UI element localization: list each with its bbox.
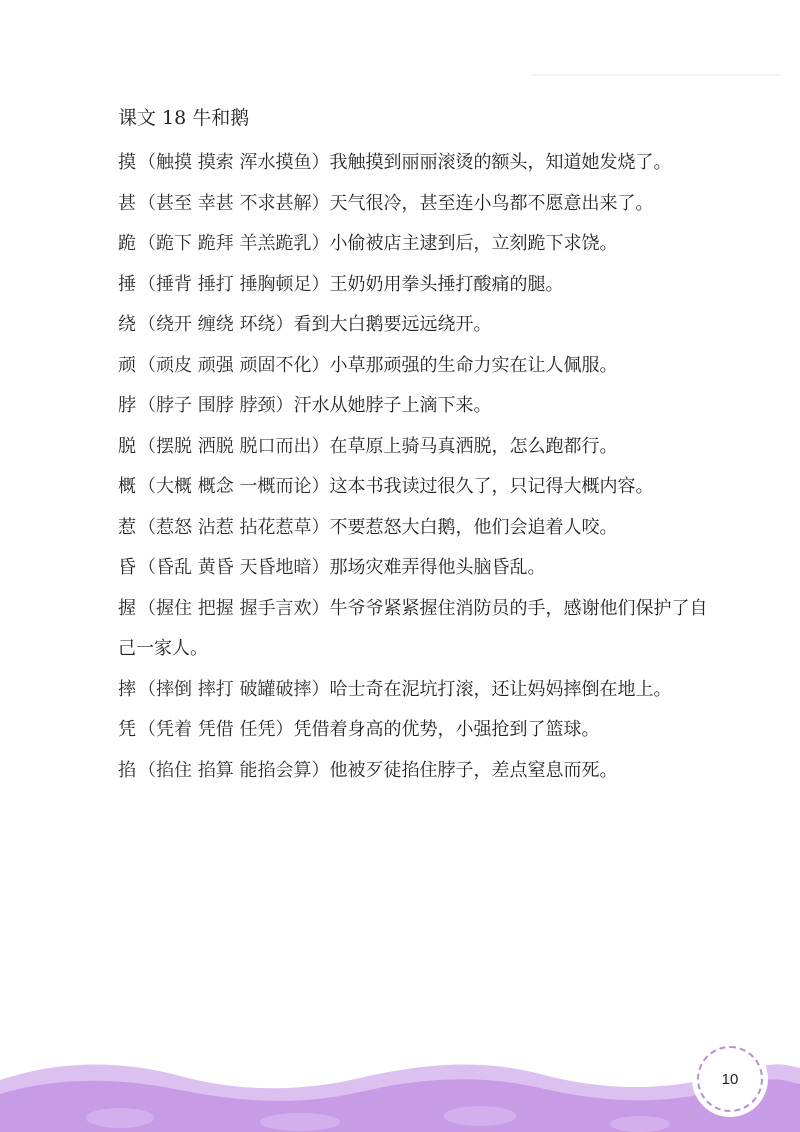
entry-char: 甚 bbox=[118, 192, 136, 214]
entry-sentence: 汗水从她脖子上滴下来。 bbox=[293, 395, 492, 416]
vocab-entry bbox=[118, 548, 718, 589]
entry-sentence: 看到大白鹅要远远绕开。 bbox=[293, 314, 492, 335]
entry-sentence: 在草原上骑马真洒脱，怎么跑都行。 bbox=[329, 435, 618, 457]
vocab-entry bbox=[118, 386, 718, 427]
vocab-entry bbox=[118, 346, 718, 387]
entry-words: （昏乱 黄昏 天昏地暗） bbox=[138, 557, 330, 578]
vocab-entry bbox=[118, 508, 718, 549]
vocab-entry bbox=[118, 589, 718, 670]
entry-words: （甚至 幸甚 不求甚解） bbox=[138, 192, 330, 214]
entry-words: （握住 把握 握手言欢） bbox=[138, 597, 330, 619]
vocab-entry bbox=[118, 710, 718, 751]
entry-char: 摸 bbox=[118, 152, 136, 173]
footer-wave-decoration bbox=[0, 1040, 800, 1132]
entry-char: 脱 bbox=[118, 435, 136, 457]
header-divider bbox=[530, 74, 780, 76]
entry-words: （摔倒 摔打 破罐破摔） bbox=[138, 678, 330, 700]
entry-char: 惹 bbox=[118, 516, 136, 538]
vocab-entry bbox=[118, 184, 718, 225]
vocab-entry bbox=[118, 143, 718, 184]
entry-char: 绕 bbox=[118, 314, 136, 335]
vocab-entry bbox=[118, 670, 718, 711]
entry-sentence: 不要惹怒大白鹅，他们会追着人咬。 bbox=[329, 516, 618, 538]
page-number-badge bbox=[697, 1046, 763, 1112]
entry-words: （脖子 围脖 脖颈） bbox=[138, 395, 294, 416]
entry-words: （跪下 跪拜 羊羔跪乳） bbox=[138, 233, 330, 254]
entry-words: （大概 概念 一概而论） bbox=[138, 476, 330, 497]
vocab-entry bbox=[118, 224, 718, 265]
vocab-entry bbox=[118, 427, 718, 468]
entry-sentence: 天气很冷，甚至连小鸟都不愿意出来了。 bbox=[329, 192, 654, 214]
entry-sentence: 牛爷爷紧紧握住消防员的手，感谢他们保护了自己一家人。 bbox=[118, 597, 708, 659]
entry-char: 脖 bbox=[118, 395, 136, 416]
vocab-entry bbox=[118, 467, 718, 508]
entry-sentence: 小偷被店主逮到后，立刻跪下求饶。 bbox=[329, 233, 618, 254]
entry-sentence: 凭借着身高的优势，小强抢到了篮球。 bbox=[293, 719, 600, 740]
entry-char: 昏 bbox=[118, 557, 136, 578]
vocab-entry bbox=[118, 305, 718, 346]
entry-words: （惹怒 沾惹 拈花惹草） bbox=[138, 516, 330, 538]
entry-words: （掐住 掐算 能掐会算） bbox=[138, 759, 330, 781]
entry-words: （绕开 缠绕 环绕） bbox=[138, 314, 294, 335]
vocab-list bbox=[118, 143, 718, 791]
entry-char: 捶 bbox=[118, 273, 136, 295]
page-number: 10 bbox=[721, 1070, 739, 1088]
entry-char: 摔 bbox=[118, 678, 136, 700]
vocab-entry bbox=[118, 751, 718, 792]
entry-char: 顽 bbox=[118, 354, 136, 376]
entry-char: 掐 bbox=[118, 759, 136, 781]
content-area bbox=[118, 101, 718, 791]
entry-sentence: 王奶奶用拳头捶打酸痛的腿。 bbox=[329, 273, 564, 295]
entry-sentence: 小草那顽强的生命力实在让人佩服。 bbox=[329, 354, 618, 376]
entry-words: （凭着 凭借 任凭） bbox=[138, 719, 294, 740]
entry-words: （捶背 捶打 捶胸顿足） bbox=[138, 273, 330, 295]
entry-sentence: 这本书我读过很久了，只记得大概内容。 bbox=[329, 476, 654, 497]
entry-words: （触摸 摸索 浑水摸鱼） bbox=[138, 152, 330, 173]
entry-sentence: 哈士奇在泥坑打滚，还让妈妈摔倒在地上。 bbox=[329, 678, 672, 700]
entry-char: 跪 bbox=[118, 233, 136, 254]
entry-char: 握 bbox=[118, 597, 136, 619]
entry-char: 凭 bbox=[118, 719, 136, 740]
entry-char: 概 bbox=[118, 476, 136, 497]
entry-sentence: 他被歹徒掐住脖子，差点窒息而死。 bbox=[329, 759, 618, 781]
entry-words: （顽皮 顽强 顽固不化） bbox=[138, 354, 330, 376]
lesson-title: 课文 18 牛和鹅 bbox=[118, 107, 250, 129]
vocab-entry bbox=[118, 265, 718, 306]
entry-words: （摆脱 洒脱 脱口而出） bbox=[138, 435, 330, 457]
entry-sentence: 那场灾难弄得他头脑昏乱。 bbox=[329, 557, 546, 578]
entry-sentence: 我触摸到丽丽滚烫的额头，知道她发烧了。 bbox=[329, 152, 672, 173]
